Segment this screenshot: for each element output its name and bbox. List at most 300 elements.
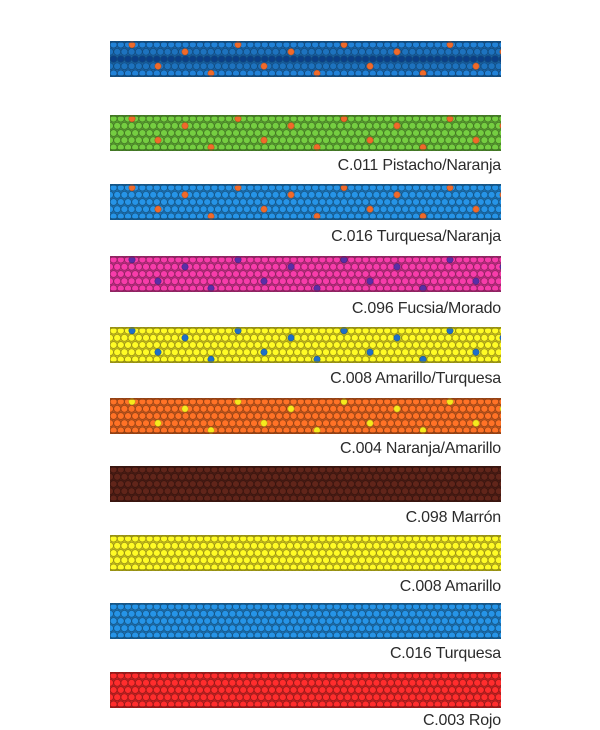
braid-stitch: [305, 550, 312, 557]
braid-stitch: [456, 618, 463, 625]
braid-stitch: [387, 694, 394, 701]
braid-stitch: [125, 56, 132, 63]
braid-stitch: [402, 206, 409, 213]
braid-stitch: [139, 413, 146, 420]
braid-stitch: [459, 679, 466, 686]
tracer-dot: [367, 137, 373, 144]
braid-stitch: [467, 473, 474, 480]
rope-texture: [110, 603, 501, 639]
braid-stitch: [488, 278, 495, 285]
braid-stitch: [258, 557, 265, 564]
braid-stitch: [330, 278, 337, 285]
braid-stitch: [330, 542, 337, 549]
braid-stitch: [290, 130, 297, 137]
braid-stitch: [110, 694, 113, 701]
braid-stitch: [121, 263, 128, 270]
braid-stitch: [467, 488, 474, 495]
braid-stitch: [182, 481, 189, 488]
braid-stitch: [110, 413, 117, 420]
braid-stitch: [290, 271, 297, 278]
tracer-dot: [394, 122, 400, 129]
braid-stitch: [279, 278, 286, 285]
braid-stitch: [409, 625, 416, 632]
braid-stitch: [323, 420, 330, 427]
braid-stitch: [121, 334, 128, 341]
braid-stitch: [380, 206, 387, 213]
braid-stitch: [254, 550, 261, 557]
braid-stitch: [315, 694, 322, 701]
braid-stitch: [128, 191, 135, 198]
braid-stitch: [261, 130, 268, 137]
braid-stitch: [384, 481, 391, 488]
braid-stitch: [459, 334, 466, 341]
braid-stitch: [463, 687, 470, 694]
braid-stitch: [110, 199, 117, 206]
braid-stitch: [445, 278, 452, 285]
braid-stitch: [290, 687, 297, 694]
braid-stitch: [243, 278, 250, 285]
braid-stitch: [294, 48, 301, 55]
braid-stitch: [215, 349, 222, 356]
tracer-dot: [394, 48, 400, 55]
braid-stitch: [341, 56, 348, 63]
rope-edge-bottom: [110, 218, 501, 220]
braid-stitch: [279, 191, 286, 198]
braid-stitch: [207, 137, 214, 144]
braid-stitch: [179, 420, 186, 427]
braid-stitch: [171, 48, 178, 55]
braid-stitch: [276, 199, 283, 206]
braid-stitch: [431, 405, 438, 412]
braid-stitch: [254, 687, 261, 694]
braid-stitch: [459, 191, 466, 198]
braid-stitch: [186, 694, 193, 701]
braid-stitch: [229, 63, 236, 70]
braid-stitch: [225, 687, 232, 694]
braid-stitch: [179, 206, 186, 213]
rope-texture: [110, 41, 501, 77]
braid-stitch: [143, 542, 150, 549]
braid-stitch: [243, 610, 250, 617]
braid-stitch: [380, 679, 387, 686]
braid-stitch: [283, 687, 290, 694]
braid-stitch: [438, 557, 445, 564]
rope-edge-bottom: [110, 75, 501, 77]
braid-stitch: [193, 625, 200, 632]
braid-stitch: [323, 679, 330, 686]
braid-stitch: [351, 694, 358, 701]
braid-stitch: [355, 618, 362, 625]
braid-stitch: [459, 420, 466, 427]
braid-stitch: [204, 199, 211, 206]
braid-stitch: [200, 625, 207, 632]
braid-stitch: [362, 687, 369, 694]
braid-stitch: [110, 420, 113, 427]
braid-stitch: [182, 687, 189, 694]
braid-stitch: [420, 130, 427, 137]
braid-stitch: [434, 413, 441, 420]
braid-stitch: [200, 694, 207, 701]
braid-stitch: [146, 687, 153, 694]
braid-stitch: [236, 542, 243, 549]
braid-stitch: [438, 48, 445, 55]
braid-stitch: [420, 618, 427, 625]
braid-stitch: [438, 542, 445, 549]
braid-stitch: [215, 263, 222, 270]
braid-stitch: [474, 488, 481, 495]
braid-stitch: [279, 610, 286, 617]
braid-stitch: [207, 349, 214, 356]
braid-stitch: [330, 610, 337, 617]
braid-stitch: [175, 618, 182, 625]
braid-stitch: [301, 122, 308, 129]
tracer-dot: [367, 278, 373, 285]
braid-stitch: [276, 481, 283, 488]
braid-stitch: [333, 413, 340, 420]
braid-stitch: [193, 488, 200, 495]
braid-stitch: [344, 263, 351, 270]
braid-stitch: [431, 278, 438, 285]
braid-stitch: [179, 557, 186, 564]
braid-stitch: [193, 206, 200, 213]
braid-stitch: [330, 334, 337, 341]
braid-stitch: [143, 610, 150, 617]
tracer-dot: [288, 48, 294, 55]
braid-stitch: [438, 405, 445, 412]
braid-stitch: [474, 473, 481, 480]
braid-stitch: [402, 278, 409, 285]
braid-stitch: [499, 342, 501, 349]
braid-stitch: [240, 687, 247, 694]
braid-stitch: [236, 679, 243, 686]
braid-stitch: [258, 405, 265, 412]
braid-stitch: [279, 473, 286, 480]
braid-stitch: [402, 263, 409, 270]
braid-stitch: [362, 342, 369, 349]
braid-stitch: [308, 473, 315, 480]
braid-stitch: [236, 625, 243, 632]
braid-stitch: [434, 56, 441, 63]
braid-stitch: [467, 263, 474, 270]
braid-stitch: [200, 679, 207, 686]
braid-stitch: [373, 334, 380, 341]
braid-stitch: [348, 550, 355, 557]
braid-stitch: [344, 405, 351, 412]
braid-stitch: [211, 550, 218, 557]
braid-stitch: [207, 63, 214, 70]
braid-stitch: [395, 473, 402, 480]
braid-stitch: [305, 199, 312, 206]
braid-stitch: [164, 557, 171, 564]
braid-stitch: [427, 618, 434, 625]
tracer-dot: [261, 63, 267, 70]
braid-stitch: [366, 557, 373, 564]
braid-stitch: [409, 349, 416, 356]
braid-stitch: [323, 206, 330, 213]
braid-stitch: [470, 199, 477, 206]
braid-stitch: [359, 263, 366, 270]
braid-stitch: [265, 263, 272, 270]
braid-stitch: [125, 342, 132, 349]
braid-stitch: [114, 405, 121, 412]
braid-stitch: [452, 191, 459, 198]
braid-stitch: [323, 349, 330, 356]
braid-stitch: [348, 687, 355, 694]
braid-stitch: [481, 610, 488, 617]
braid-stitch: [387, 557, 394, 564]
braid-stitch: [459, 122, 466, 129]
braid-stitch: [114, 542, 121, 549]
braid-stitch: [222, 48, 229, 55]
braid-stitch: [272, 557, 279, 564]
braid-stitch: [247, 130, 254, 137]
braid-stitch: [359, 679, 366, 686]
braid-stitch: [265, 625, 272, 632]
braid-stitch: [312, 271, 319, 278]
braid-stitch: [488, 349, 495, 356]
tracer-dot: [473, 278, 479, 285]
braid-stitch: [240, 199, 247, 206]
braid-stitch: [229, 405, 236, 412]
braid-stitch: [269, 413, 276, 420]
braid-stitch: [258, 191, 265, 198]
braid-stitch: [431, 48, 438, 55]
braid-stitch: [114, 488, 121, 495]
braid-stitch: [459, 263, 466, 270]
braid-stitch: [438, 206, 445, 213]
braid-stitch: [279, 122, 286, 129]
braid-stitch: [427, 481, 434, 488]
braid-stitch: [171, 610, 178, 617]
braid-stitch: [391, 550, 398, 557]
braid-stitch: [373, 473, 380, 480]
braid-stitch: [369, 56, 376, 63]
braid-stitch: [434, 342, 441, 349]
braid-stitch: [323, 405, 330, 412]
braid-stitch: [294, 610, 301, 617]
braid-stitch: [125, 687, 132, 694]
braid-stitch: [290, 199, 297, 206]
braid-stitch: [233, 342, 240, 349]
braid-stitch: [366, 694, 373, 701]
braid-stitch: [150, 694, 157, 701]
braid-stitch: [416, 349, 423, 356]
braid-stitch: [150, 405, 157, 412]
braid-stitch: [323, 625, 330, 632]
braid-stitch: [272, 488, 279, 495]
braid-stitch: [222, 137, 229, 144]
braid-stitch: [380, 542, 387, 549]
braid-stitch: [229, 542, 236, 549]
braid-stitch: [438, 473, 445, 480]
braid-stitch: [182, 550, 189, 557]
rope-swatch-amarillo: [110, 535, 501, 571]
braid-stitch: [143, 349, 150, 356]
braid-stitch: [413, 342, 420, 349]
braid-stitch: [373, 263, 380, 270]
braid-stitch: [351, 679, 358, 686]
rope-edge-bottom: [110, 361, 501, 363]
braid-stitch: [218, 550, 225, 557]
braid-stitch: [308, 206, 315, 213]
braid-stitch: [398, 271, 405, 278]
braid-stitch: [186, 488, 193, 495]
braid-stitch: [247, 550, 254, 557]
braid-stitch: [207, 610, 214, 617]
braid-stitch: [135, 557, 142, 564]
braid-stitch: [301, 206, 308, 213]
braid-stitch: [366, 488, 373, 495]
braid-stitch: [402, 610, 409, 617]
braid-stitch: [305, 481, 312, 488]
braid-stitch: [445, 191, 452, 198]
braid-stitch: [452, 122, 459, 129]
tracer-dot: [182, 191, 188, 198]
braid-stitch: [294, 206, 301, 213]
tracer-dot: [394, 263, 400, 270]
braid-stitch: [207, 122, 214, 129]
braid-stitch: [243, 349, 250, 356]
braid-stitch: [251, 137, 258, 144]
braid-stitch: [301, 542, 308, 549]
braid-stitch: [402, 137, 409, 144]
braid-stitch: [373, 610, 380, 617]
braid-stitch: [384, 413, 391, 420]
braid-stitch: [362, 271, 369, 278]
braid-stitch: [351, 206, 358, 213]
braid-stitch: [121, 610, 128, 617]
braid-stitch: [189, 550, 196, 557]
braid-stitch: [441, 199, 448, 206]
braid-stitch: [301, 694, 308, 701]
braid-stitch: [337, 137, 344, 144]
braid-stitch: [236, 63, 243, 70]
braid-stitch: [308, 488, 315, 495]
braid-stitch: [164, 420, 171, 427]
braid-stitch: [125, 199, 132, 206]
braid-stitch: [204, 271, 211, 278]
braid-stitch: [492, 618, 499, 625]
braid-stitch: [402, 488, 409, 495]
braid-stitch: [337, 263, 344, 270]
braid-stitch: [272, 405, 279, 412]
braid-stitch: [110, 542, 113, 549]
braid-stitch: [179, 694, 186, 701]
braid-stitch: [301, 488, 308, 495]
braid-stitch: [445, 473, 452, 480]
braid-stitch: [488, 542, 495, 549]
braid-stitch: [481, 420, 488, 427]
braid-stitch: [333, 550, 340, 557]
braid-stitch: [143, 488, 150, 495]
braid-stitch: [128, 122, 135, 129]
braid-stitch: [114, 349, 121, 356]
braid-stitch: [488, 557, 495, 564]
braid-stitch: [175, 550, 182, 557]
tracer-dot: [394, 191, 400, 198]
braid-stitch: [240, 618, 247, 625]
braid-stitch: [283, 618, 290, 625]
braid-stitch: [229, 122, 236, 129]
braid-stitch: [366, 48, 373, 55]
braid-stitch: [359, 206, 366, 213]
braid-stitch: [351, 610, 358, 617]
braid-stitch: [488, 625, 495, 632]
rope-label-amarillo: C.008 Amarillo: [399, 578, 501, 595]
braid-stitch: [200, 542, 207, 549]
braid-stitch: [312, 199, 319, 206]
braid-stitch: [200, 122, 207, 129]
rope-edge-bottom: [110, 706, 501, 708]
braid-stitch: [179, 610, 186, 617]
braid-stitch: [200, 488, 207, 495]
braid-stitch: [164, 63, 171, 70]
braid-stitch: [395, 420, 402, 427]
braid-stitch: [351, 334, 358, 341]
braid-stitch: [366, 610, 373, 617]
braid-stitch: [463, 481, 470, 488]
braid-stitch: [499, 271, 501, 278]
braid-stitch: [463, 130, 470, 137]
braid-stitch: [211, 271, 218, 278]
braid-stitch: [128, 420, 135, 427]
braid-stitch: [431, 557, 438, 564]
braid-stitch: [150, 557, 157, 564]
braid-stitch: [330, 473, 337, 480]
braid-stitch: [247, 271, 254, 278]
tracer-dot: [155, 63, 161, 70]
braid-stitch: [243, 48, 250, 55]
braid-stitch: [384, 130, 391, 137]
braid-stitch: [182, 413, 189, 420]
tracer-dot: [288, 263, 294, 270]
braid-stitch: [445, 349, 452, 356]
braid-stitch: [402, 48, 409, 55]
braid-stitch: [312, 481, 319, 488]
braid-stitch: [337, 349, 344, 356]
braid-stitch: [265, 473, 272, 480]
braid-stitch: [305, 687, 312, 694]
braid-stitch: [179, 488, 186, 495]
tracer-dot: [288, 122, 294, 129]
braid-stitch: [301, 263, 308, 270]
braid-stitch: [200, 473, 207, 480]
braid-stitch: [366, 263, 373, 270]
braid-stitch: [395, 610, 402, 617]
braid-stitch: [272, 48, 279, 55]
braid-stitch: [182, 618, 189, 625]
braid-stitch: [186, 349, 193, 356]
braid-stitch: [258, 488, 265, 495]
braid-stitch: [125, 550, 132, 557]
braid-stitch: [326, 130, 333, 137]
braid-stitch: [481, 137, 488, 144]
braid-stitch: [438, 488, 445, 495]
braid-stitch: [452, 48, 459, 55]
braid-stitch: [423, 334, 430, 341]
braid-stitch: [161, 413, 168, 420]
braid-stitch: [211, 687, 218, 694]
braid-stitch: [225, 413, 232, 420]
braid-stitch: [146, 271, 153, 278]
braid-stitch: [488, 405, 495, 412]
braid-stitch: [157, 679, 164, 686]
braid-stitch: [258, 48, 265, 55]
braid-stitch: [308, 122, 315, 129]
braid-stitch: [193, 557, 200, 564]
braid-stitch: [121, 420, 128, 427]
braid-stitch: [236, 694, 243, 701]
